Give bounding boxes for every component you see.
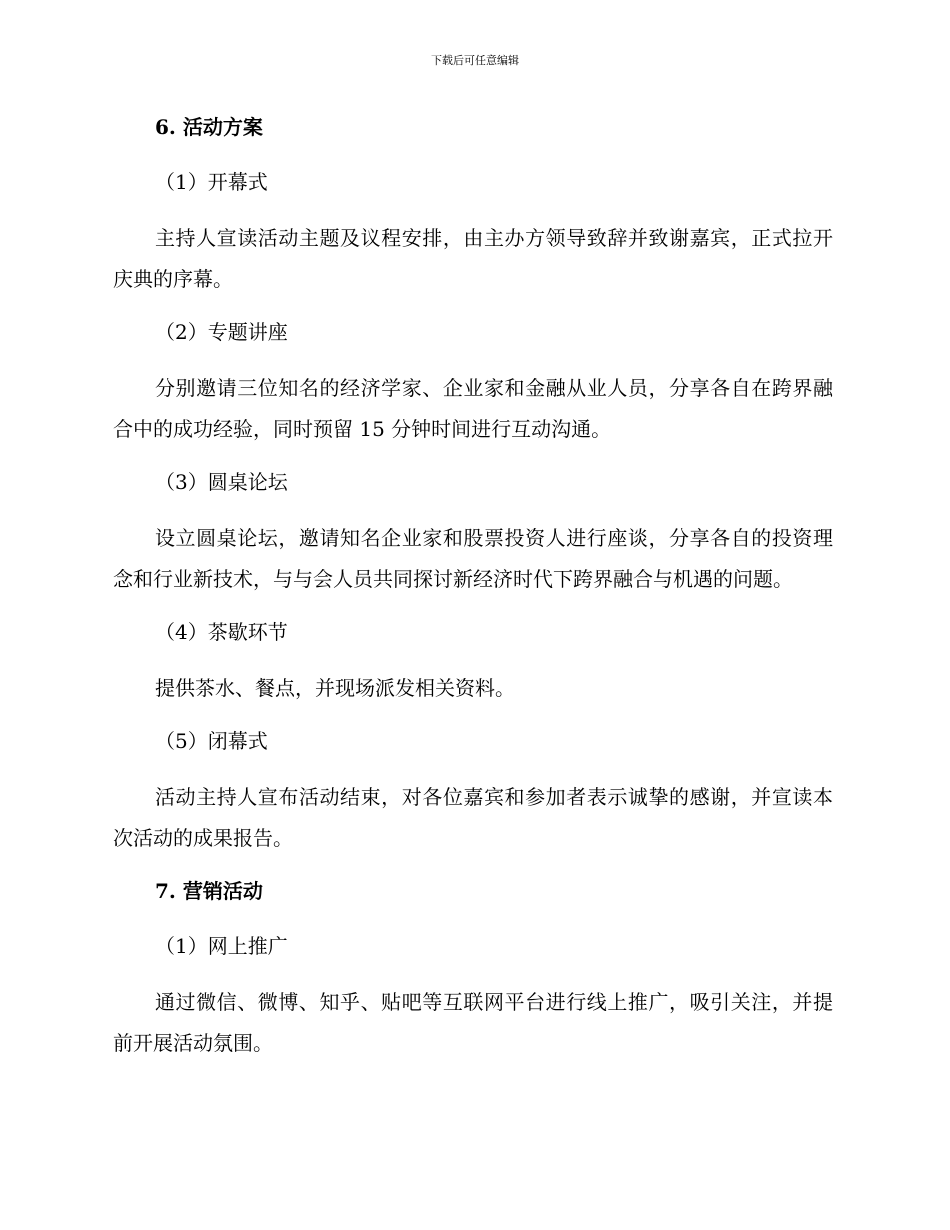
page-header: 下载后可任意编辑 (431, 54, 519, 67)
item-title-opening: （1）开幕式 (155, 170, 268, 194)
section-heading-activity-plan: 6. 活动方案 (155, 115, 263, 139)
item-body-opening: 主持人宣读活动主题及议程安排，由主办方领导致辞并致谢嘉宾，正式拉开庆典的序幕。 (113, 226, 833, 291)
item-title-online-promotion: （1）网上推广 (155, 934, 288, 958)
section-heading-marketing: 7. 营销活动 (155, 879, 263, 903)
document-body (113, 108, 833, 1077)
item-body-tea-break: 提供茶水、餐点，并现场派发相关资料。 (155, 676, 515, 700)
item-title-roundtable: （3）圆桌论坛 (155, 470, 288, 494)
item-body-online-promotion: 通过微信、微博、知乎、贴吧等互联网平台进行线上推广，吸引关注，并提前开展活动氛围。 (113, 990, 833, 1055)
item-title-tea-break: （4）茶歇环节 (155, 620, 288, 644)
item-title-lecture: （2）专题讲座 (155, 320, 288, 344)
item-body-closing: 活动主持人宣布活动结束，对各位嘉宾和参加者表示诚挚的感谢，并宣读本次活动的成果报告。 (113, 785, 833, 850)
item-title-closing: （5）闭幕式 (155, 729, 268, 753)
item-body-lecture: 分别邀请三位知名的经济学家、企业家和金融从业人员，分享各自在跨界融合中的成功经验，同时预留 15 分钟时间进行互动沟通。 (113, 376, 833, 441)
item-body-roundtable: 设立圆桌论坛，邀请知名企业家和股票投资人进行座谈，分享各自的投资理念和行业新技术，与与会人员共同探讨新经济时代下跨界融合与机遇的问题。 (113, 526, 833, 591)
